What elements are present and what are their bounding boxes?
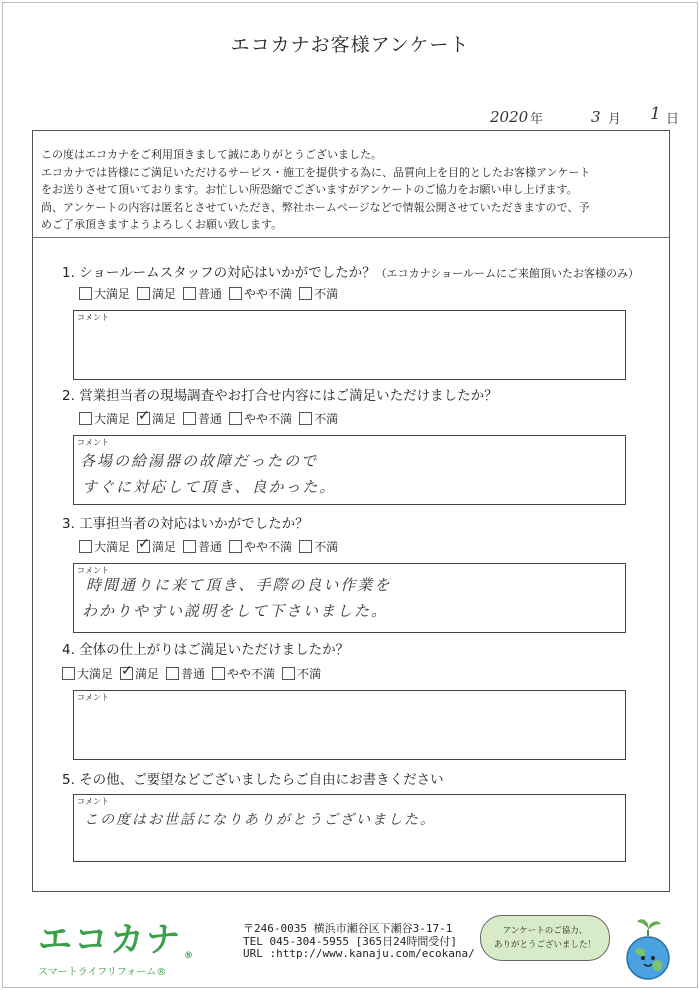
handwritten-comment-line: この度はお世話になりありがとうございました。 — [84, 812, 436, 828]
logo-registered-mark: ® — [184, 951, 195, 961]
question-2 — [62, 384, 498, 404]
checkbox-very-satisfied[interactable] — [79, 287, 92, 300]
checkbox-dissatisfied[interactable] — [299, 412, 312, 425]
checkbox-neutral[interactable] — [166, 667, 179, 680]
handwritten-comment-line: わかりやすい説明をして下さいました。 — [82, 602, 389, 620]
bubble-line: ありがとうございました！ — [493, 940, 596, 950]
options-q2 — [79, 410, 345, 427]
option-label: やや不満 — [244, 540, 293, 554]
question-text: その他、ご要望などございましたらご自由にお書きください — [79, 772, 444, 788]
option-label: 不満 — [314, 540, 339, 554]
intro-line: めご了承頂きますようよろしくお願い致します。 — [41, 218, 283, 231]
question-3 — [62, 512, 309, 532]
question-number: 2. — [62, 388, 75, 404]
logo-wordmark: エコカナ — [38, 920, 182, 960]
option-label: 大満足 — [77, 667, 114, 681]
options-q3 — [79, 538, 345, 555]
checkbox-neutral[interactable] — [183, 412, 196, 425]
option-label: やや不満 — [244, 287, 293, 301]
intro-line: 尚、アンケートの内容は匿名とさせていただき、弊社ホームページなどで情報公開させていただきますので、予 — [41, 200, 590, 214]
option-label: 満足 — [152, 412, 177, 426]
option-label: 普通 — [198, 287, 223, 301]
intro-text — [41, 146, 590, 234]
checkbox-dissatisfied[interactable] — [282, 667, 295, 680]
question-number: 4. — [62, 642, 75, 658]
question-text: 全体の仕上がりはご満足いただけましたか？ — [79, 642, 350, 658]
company-tel: TEL 045-304-5955 [365日24時間受付] — [243, 934, 457, 948]
checkbox-satisfied[interactable] — [137, 540, 150, 553]
checkbox-neutral[interactable] — [183, 287, 196, 300]
intro-line: エコカナでは皆様にご満足いただけるサービス・施工を提供する為に、品質向上を目的としたお客様アンケート — [41, 165, 591, 179]
checkbox-satisfied[interactable] — [137, 412, 150, 425]
company-contact — [243, 923, 475, 961]
checkbox-very-satisfied[interactable] — [62, 667, 75, 680]
question-text: 工事担当者の対応はいかがでしたか？ — [79, 516, 309, 532]
date-year: 2020 — [490, 108, 529, 126]
comment-label: コメント — [77, 438, 109, 447]
option-label: 不満 — [314, 412, 339, 426]
date-month: 3 — [591, 108, 601, 126]
checkbox-very-satisfied[interactable] — [79, 540, 92, 553]
option-label: やや不満 — [227, 667, 276, 681]
option-label: 満足 — [152, 287, 177, 301]
options-q1 — [79, 285, 345, 302]
handwritten-comment-line: 時間通りに来て頂き、手際の良い作業を — [86, 576, 392, 594]
comment-box-q2[interactable] — [73, 435, 626, 505]
question-4 — [62, 638, 349, 658]
option-label: 大満足 — [94, 540, 131, 554]
company-url[interactable]: URL :http://www.kanaju.com/ecokana/ — [243, 947, 475, 960]
comment-label: コメント — [77, 566, 109, 575]
question-subtext: （エコカナショールームにご来館頂いたお客様のみ） — [375, 267, 639, 280]
question-text: 営業担当者の現場調査やお打合せ内容にはご満足いただけましたか？ — [79, 388, 498, 404]
checkbox-dissatisfied[interactable] — [299, 287, 312, 300]
logo-tagline: スマートライフリフォーム® — [38, 967, 167, 978]
question-1 — [62, 261, 639, 281]
comment-box-q5[interactable] — [73, 794, 626, 862]
option-label: 普通 — [198, 540, 223, 554]
option-label: 満足 — [135, 667, 160, 681]
company-address: 〒246-0035 横浜市瀬谷区下瀬谷3-17-1 — [243, 922, 453, 935]
page-title: エコカナお客様アンケート — [230, 34, 470, 56]
intro-line: この度はエコカナをご利用頂きまして誠にありがとうございました。 — [41, 148, 382, 161]
option-label: 不満 — [297, 667, 322, 681]
checkbox-somewhat-dissatisfied[interactable] — [229, 287, 242, 300]
options-q4 — [62, 665, 328, 682]
date-month-unit: 月 — [608, 112, 622, 127]
divider — [33, 237, 669, 238]
comment-label: コメント — [77, 797, 109, 806]
option-label: 普通 — [181, 667, 206, 681]
handwritten-comment-line: すぐに対応して頂き、良かった。 — [82, 478, 337, 496]
option-label: 普通 — [198, 412, 223, 426]
checkbox-somewhat-dissatisfied[interactable] — [229, 540, 242, 553]
question-number: 3. — [62, 516, 75, 532]
option-label: やや不満 — [244, 412, 293, 426]
comment-box-q1[interactable] — [73, 310, 626, 380]
earth-mascot-icon — [615, 918, 681, 984]
checkbox-dissatisfied[interactable] — [299, 540, 312, 553]
checkbox-satisfied[interactable] — [137, 287, 150, 300]
checkbox-somewhat-dissatisfied[interactable] — [229, 412, 242, 425]
question-number: 1. — [62, 265, 75, 281]
date-year-unit: 年 — [530, 112, 544, 127]
question-5 — [62, 768, 444, 788]
option-label: 満足 — [152, 540, 177, 554]
checkbox-very-satisfied[interactable] — [79, 412, 92, 425]
checkbox-satisfied[interactable] — [120, 667, 133, 680]
checkbox-neutral[interactable] — [183, 540, 196, 553]
option-label: 不満 — [314, 287, 339, 301]
question-text: ショールームスタッフの対応はいかがでしたか？ — [79, 265, 376, 281]
bubble-line: アンケートのご協力、 — [502, 926, 588, 936]
option-label: 大満足 — [94, 287, 131, 301]
date-day: 1 — [650, 104, 661, 124]
comment-box-q4[interactable] — [73, 690, 626, 760]
ecokana-logo — [38, 912, 195, 978]
intro-line: をお送りさせて頂いております。お忙しい所恐縮でございますがアンケートのご協力をお願い申し上げます。 — [41, 183, 578, 196]
date-day-unit: 日 — [666, 112, 680, 127]
question-number: 5. — [62, 772, 75, 788]
checkbox-somewhat-dissatisfied[interactable] — [212, 667, 225, 680]
comment-label: コメント — [77, 693, 109, 702]
option-label: 大満足 — [94, 412, 131, 426]
thanks-speech-bubble — [480, 915, 610, 961]
comment-label: コメント — [77, 313, 109, 322]
comment-box-q3[interactable] — [73, 563, 626, 633]
handwritten-comment-line: 各場の給湯器の故障だったので — [80, 452, 319, 470]
